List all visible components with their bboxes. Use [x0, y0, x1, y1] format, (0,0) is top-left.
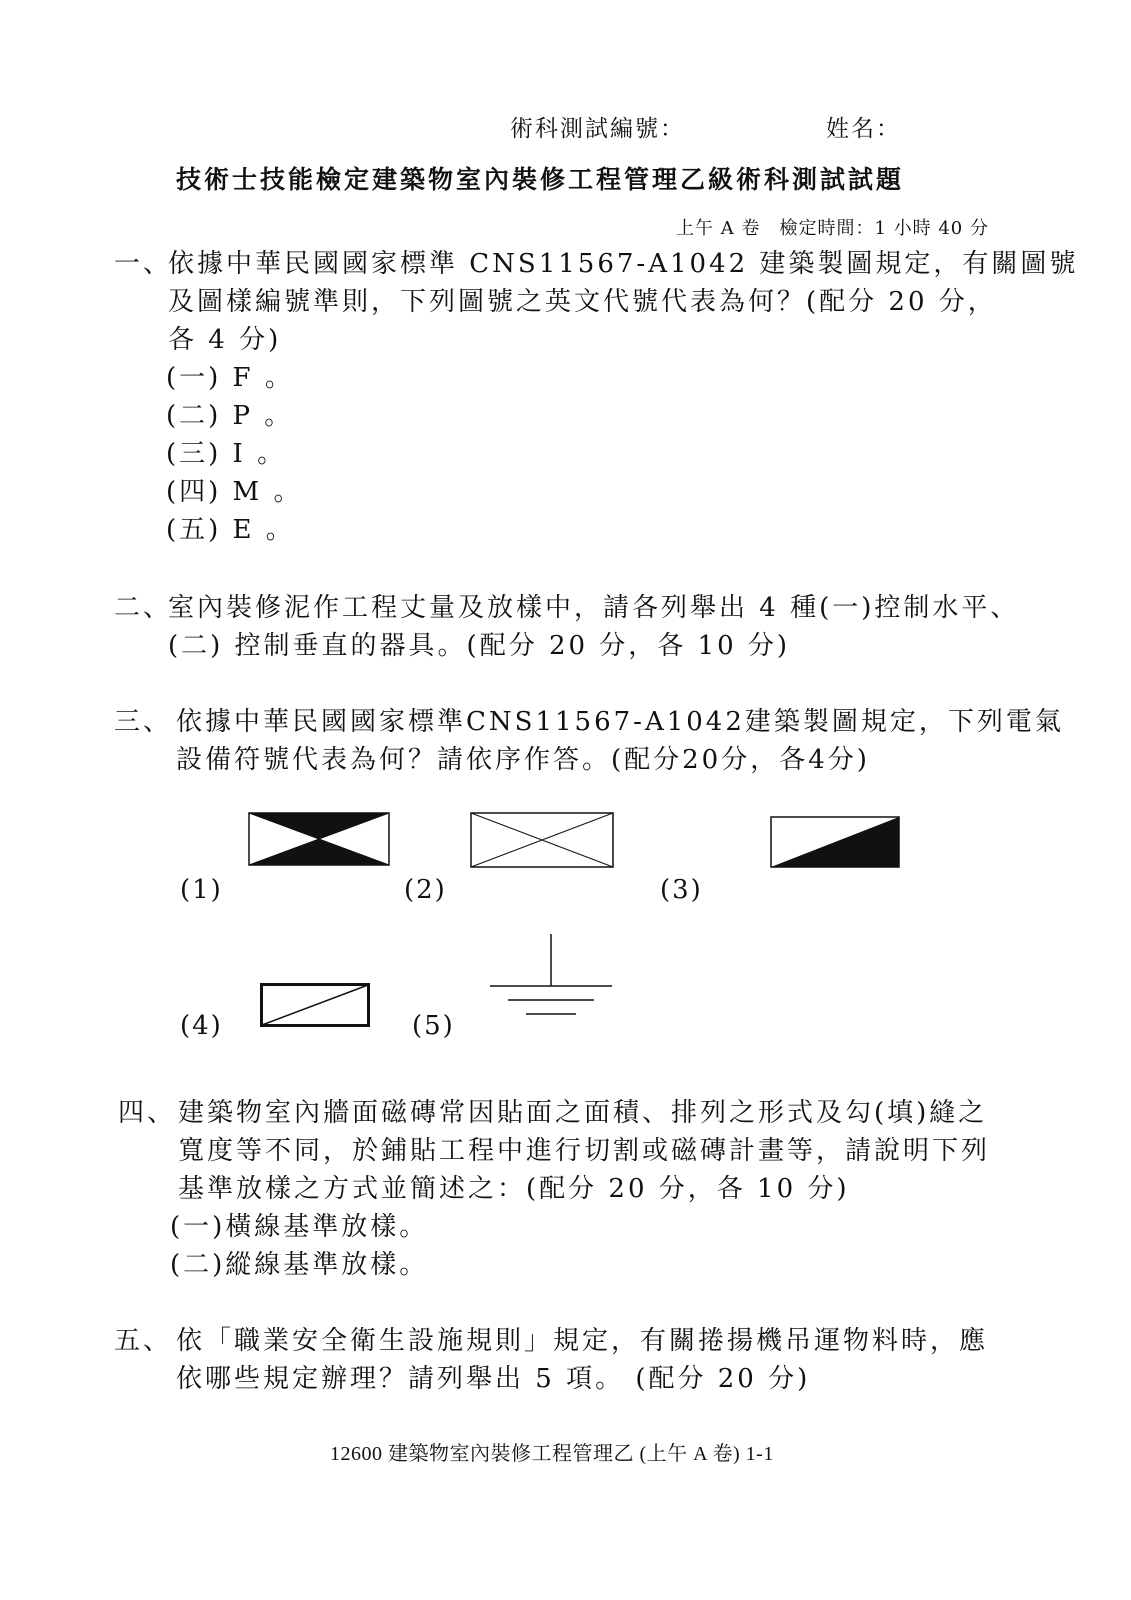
question-4-item-1: (一)橫線基準放樣。 — [170, 1212, 429, 1242]
ground-symbol — [488, 932, 614, 1018]
question-3-line-2: 設備符號代表為何？請依序作答。(配分20分，各4分) — [176, 745, 870, 775]
question-4-line-2: 寬度等不同，於鋪貼工程中進行切割或磁磚計畫等，請說明下列 — [178, 1136, 991, 1166]
question-2-line-1: 室內裝修泥作工程丈量及放樣中，請各列舉出 4 種(一)控制水平、 — [168, 593, 1020, 623]
symbol-label-1: (1) — [180, 875, 223, 905]
question-1-item-3: (三) I 。 — [166, 439, 287, 469]
question-5-line-2: 依哪些規定辦理？請列舉出 5 項。 (配分 20 分) — [176, 1364, 811, 1394]
symbol-label-3: (3) — [660, 875, 703, 905]
question-1-item-4: (四) M 。 — [166, 477, 303, 507]
question-1-line-1: 依據中華民國國家標準 CNS11567-A1042 建築製圖規定，有關圖號 — [168, 249, 1079, 279]
question-1-item-5: (五) E 。 — [166, 515, 295, 545]
electrical-symbol-2 — [470, 812, 614, 868]
question-1-number: 一、 — [114, 249, 173, 279]
question-1-line-2: 及圖樣編號準則，下列圖號之英文代號代表為何？(配分 20 分， — [168, 287, 997, 317]
symbol-label-4: (4) — [180, 1011, 223, 1041]
symbol-label-5: (5) — [412, 1011, 455, 1041]
page-title: 技術士技能檢定建築物室內裝修工程管理乙級術科測試試題 — [176, 165, 905, 194]
question-1-item-1: (一) F 。 — [166, 363, 294, 393]
question-5-line-1: 依「職業安全衛生設施規則」規定，有關捲揚機吊運物料時，應 — [176, 1326, 989, 1356]
question-1-item-2: (二) P 。 — [166, 401, 294, 431]
question-4-number: 四、 — [118, 1098, 177, 1128]
question-4-line-1: 建築物室內牆面磁磚常因貼面之面積、排列之形式及勾(填)縫之 — [178, 1098, 988, 1128]
symbol-label-2: (2) — [404, 875, 447, 905]
question-1-line-3: 各 4 分) — [168, 325, 282, 355]
question-5-number: 五、 — [114, 1326, 173, 1356]
question-3-number: 三、 — [114, 707, 173, 737]
electrical-symbol-1 — [248, 812, 390, 866]
question-3-line-1: 依據中華民國國家標準CNS11567-A1042建築製圖規定，下列電氣 — [176, 707, 1064, 737]
question-4-line-3: 基準放樣之方式並簡述之：(配分 20 分，各 10 分) — [178, 1174, 850, 1204]
question-2-number: 二、 — [114, 593, 173, 623]
electrical-symbol-4 — [260, 983, 370, 1027]
name-label: 姓名： — [826, 116, 901, 142]
electrical-symbol-3 — [770, 816, 900, 868]
question-4-item-2: (二)縱線基準放樣。 — [170, 1250, 429, 1280]
exam-id-label: 術科測試編號： — [510, 116, 685, 142]
question-2-line-2: (二) 控制垂直的器具。(配分 20 分，各 10 分) — [168, 631, 791, 661]
page-footer: 12600 建築物室內裝修工程管理乙 (上午 A 卷) 1-1 — [330, 1443, 774, 1465]
exam-meta: 上午 A 卷 檢定時間：1 小時 40 分 — [676, 218, 989, 239]
